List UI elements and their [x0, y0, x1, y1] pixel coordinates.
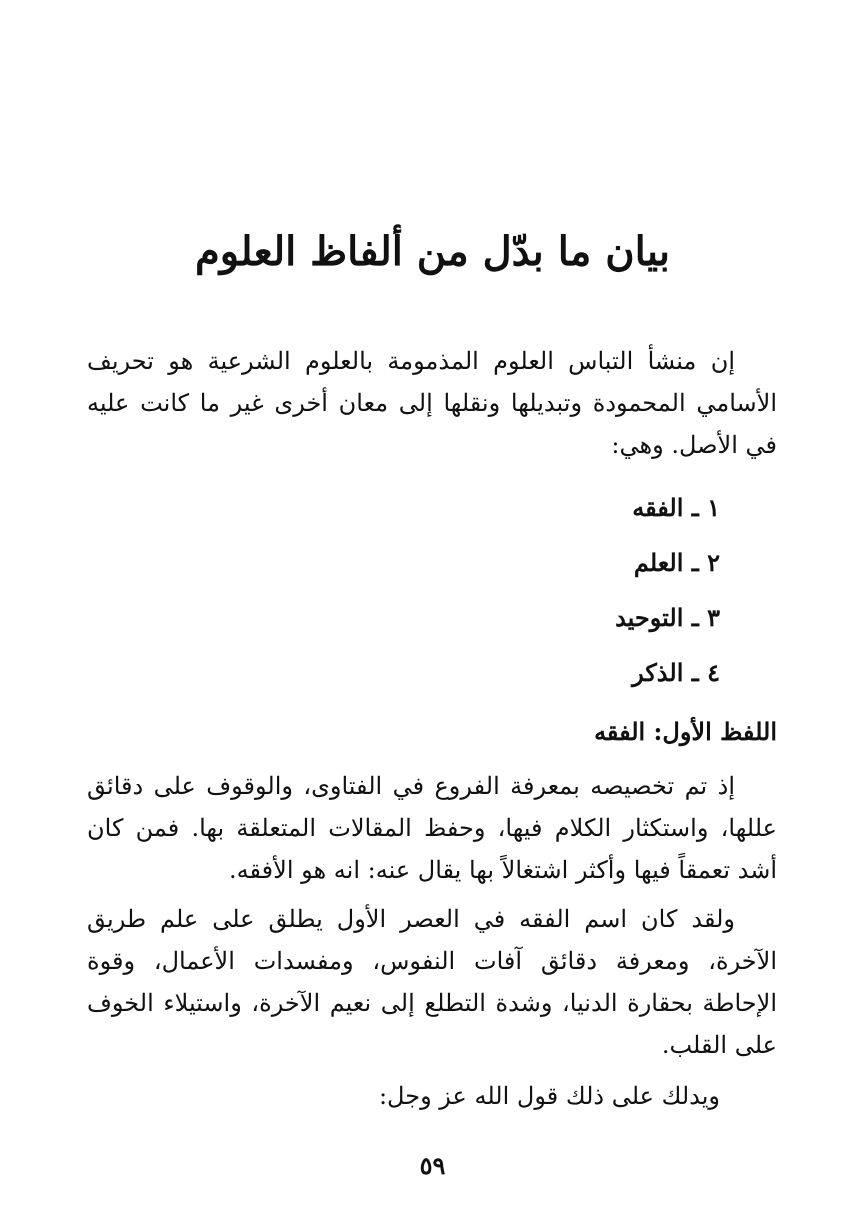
paragraph-1: إذ تم تخصيصه بمعرفة الفروع في الفتاوى، والوقوف على دقائق عللها، واستكثار الكلام فيها، وحفظ المقالات المتعلقة بها. فمن كان أشد تعمقاً فيها وأكثر اشتغالاً بها يقال عنه: انه هو الأفقه. [87, 772, 777, 884]
page-number: ٥٩ [419, 1151, 446, 1180]
list-item: ١ ـ الفقه [632, 493, 720, 522]
paragraph-2: ولقد كان اسم الفقه في العصر الأول يطلق على علم طريق الآخرة، ومعرفة دقائق آفات النفوس، ومفسدات الأعمال، وقوة الإحاطة بحقارة الدنيا، وشدة التطلع إلى نعيم الآخرة، واستيلاء الخوف على القلب. [87, 905, 777, 1059]
paragraph-3: ويدلك على ذلك قول الله عز وجل: [378, 1082, 720, 1110]
list-item: ٢ ـ العلم [633, 548, 720, 577]
intro-paragraph: إن منشأ التباس العلوم المذمومة بالعلوم الشرعية هو تحريف الأسامي المحمودة وتبديلها ونقلها إلى معان أخرى غير ما كانت عليه في الأصل. وهي: [87, 347, 777, 459]
chapter-title: بيان ما بدّل من ألفاظ العلوم [194, 228, 671, 275]
section-heading: اللفظ الأول: الفقه [594, 717, 777, 746]
list-item: ٣ ـ التوحيد [615, 603, 720, 632]
terms-list [615, 480, 720, 700]
list-item: ٤ ـ الذكر [632, 658, 720, 687]
